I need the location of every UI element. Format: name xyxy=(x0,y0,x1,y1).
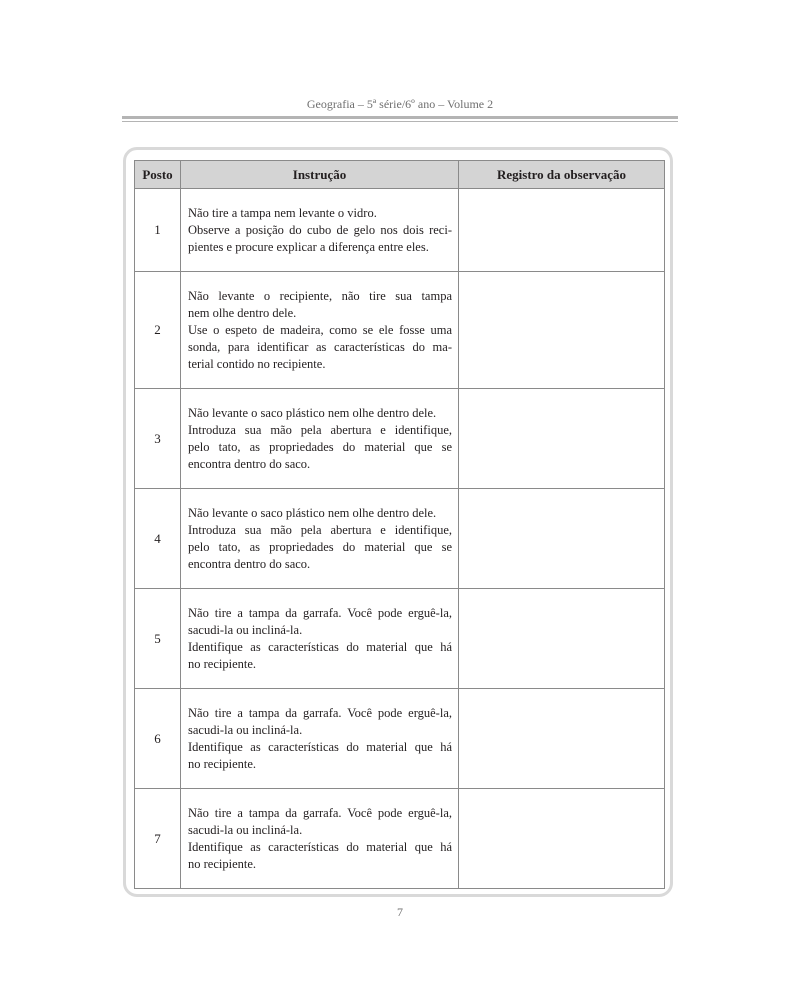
registro-cell[interactable] xyxy=(459,689,665,789)
posto-cell: 2 xyxy=(135,272,181,389)
instrucao-cell xyxy=(181,589,459,689)
posto-cell: 3 xyxy=(135,389,181,489)
instrucao-line: Não tire a tampa da garrafa. Você pode erguê-la, xyxy=(188,705,452,720)
registro-cell[interactable] xyxy=(459,189,665,272)
table-row xyxy=(135,689,665,789)
posto-cell: 6 xyxy=(135,689,181,789)
instrucao-line: nem olhe dentro dele. xyxy=(188,305,297,320)
instrucao-line: Identifique as características do material que há xyxy=(188,839,452,854)
header-rule-thin xyxy=(122,121,678,122)
instrucao-line: Não levante o saco plástico nem olhe dentro dele. xyxy=(188,405,437,420)
posto-cell: 5 xyxy=(135,589,181,689)
instrucao-cell xyxy=(181,689,459,789)
instrucao-line: no recipiente. xyxy=(188,756,257,771)
instrucao-line: Não levante o recipiente, não tire sua tampa xyxy=(188,288,452,303)
table-row xyxy=(135,189,665,272)
running-header: Geografia – 5ª série/6º ano – Volume 2 xyxy=(306,97,494,111)
instrucao-line: Identifique as características do material que há xyxy=(188,739,452,754)
instrucao-line: Use o espeto de madeira, como se ele fosse uma xyxy=(188,322,452,337)
instrucao-line: sonda, para identificar as características do ma- xyxy=(188,339,452,354)
instrucao-line: pelo tato, as propriedades do material que se xyxy=(188,539,452,554)
registro-cell[interactable] xyxy=(459,389,665,489)
instrucao-line: sacudi-la ou incliná-la. xyxy=(188,622,303,637)
instrucao-line: sacudi-la ou incliná-la. xyxy=(188,722,303,737)
instrucao-cell xyxy=(181,272,459,389)
instrucao-line: terial contido no recipiente. xyxy=(188,356,326,371)
registro-cell[interactable] xyxy=(459,789,665,889)
column-header-instrucao: Instrução xyxy=(181,161,459,189)
registro-cell[interactable] xyxy=(459,272,665,389)
instrucao-cell xyxy=(181,189,459,272)
instrucao-line: Introduza sua mão pela abertura e identifique, xyxy=(188,522,452,537)
instrucao-line: sacudi-la ou incliná-la. xyxy=(188,822,303,837)
instrucao-line: Não tire a tampa da garrafa. Você pode erguê-la, xyxy=(188,605,452,620)
instrucao-cell xyxy=(181,489,459,589)
table-row xyxy=(135,789,665,889)
instrucao-line: Não tire a tampa da garrafa. Você pode erguê-la, xyxy=(188,805,452,820)
instrucao-line: Introduza sua mão pela abertura e identifique, xyxy=(188,422,452,437)
table-header-row xyxy=(135,161,665,189)
instrucao-line: Observe a posição do cubo de gelo nos dois reci- xyxy=(188,222,452,237)
column-header-registro: Registro da observação xyxy=(459,161,665,189)
page-number: 7 xyxy=(397,905,403,919)
registro-cell[interactable] xyxy=(459,589,665,689)
instrucao-line: encontra dentro do saco. xyxy=(188,456,311,471)
instrucao-cell xyxy=(181,789,459,889)
table-row xyxy=(135,272,665,389)
column-header-posto: Posto xyxy=(135,161,181,189)
header-rule-thick xyxy=(122,116,678,119)
instrucao-line: encontra dentro do saco. xyxy=(188,556,311,571)
table-row xyxy=(135,389,665,489)
posto-cell: 4 xyxy=(135,489,181,589)
table-row xyxy=(135,489,665,589)
posto-cell: 1 xyxy=(135,189,181,272)
instrucao-line: pelo tato, as propriedades do material que se xyxy=(188,439,452,454)
instrucao-line: Identifique as características do material que há xyxy=(188,639,452,654)
table-row xyxy=(135,589,665,689)
posto-cell: 7 xyxy=(135,789,181,889)
instrucao-cell xyxy=(181,389,459,489)
instrucao-line: Não levante o saco plástico nem olhe dentro dele. xyxy=(188,505,437,520)
instrucao-line: no recipiente. xyxy=(188,856,257,871)
instrucao-line: no recipiente. xyxy=(188,656,257,671)
instrucao-line: pientes e procure explicar a diferença entre eles. xyxy=(188,239,429,254)
observation-table xyxy=(134,160,665,889)
instrucao-line: Não tire a tampa nem levante o vidro. xyxy=(188,205,377,220)
registro-cell[interactable] xyxy=(459,489,665,589)
